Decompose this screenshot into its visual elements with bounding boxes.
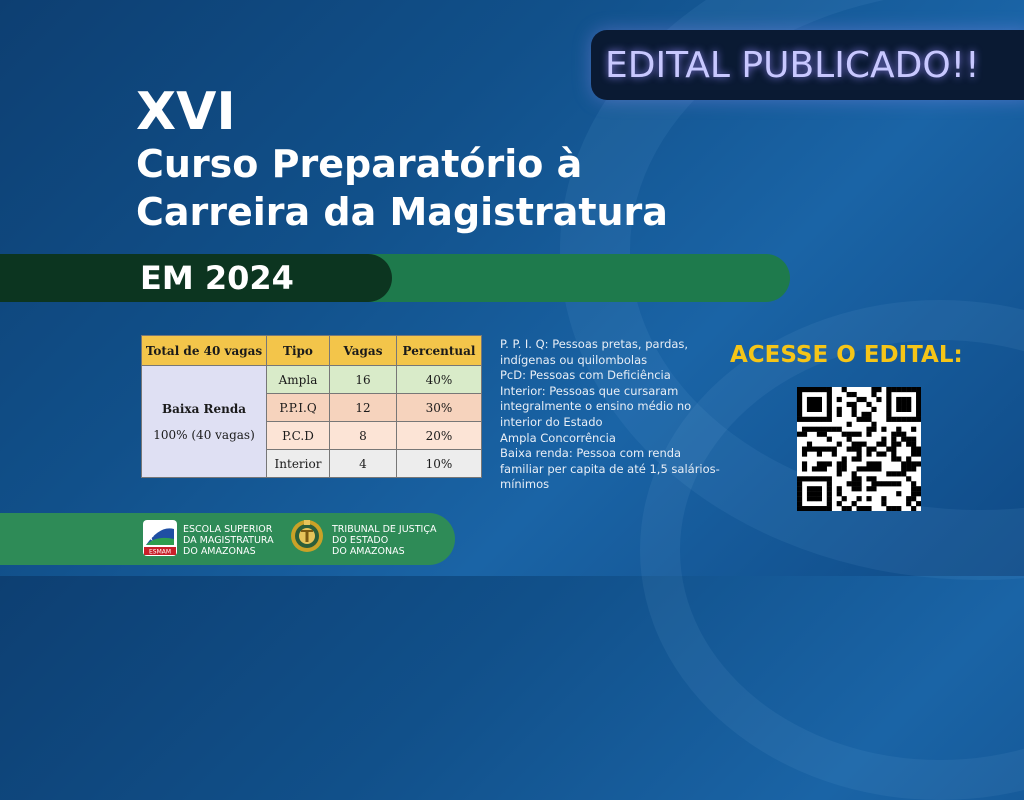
cell-tipo: P.P.I.Q [267,394,330,422]
vacancies-table [141,335,482,478]
year-text: EM 2024 [140,259,294,297]
header-total: Total de 40 vagas [142,336,267,366]
cell-vagas: 16 [330,366,397,394]
cell-vagas: 4 [330,450,397,478]
legend-item: Ampla Concorrência [500,430,616,445]
cell-vagas: 8 [330,422,397,450]
header-percentual: Percentual [397,336,482,366]
legend-item: Interior: Pessoas que cursaram integralmente o ensino médio no interior do Estado [500,383,692,429]
title-line-2: Carreira da Magistratura [136,190,668,234]
header-vagas: Vagas [330,336,397,366]
tjam-crest-logo [289,516,325,556]
cell-vagas: 12 [330,394,397,422]
legend [500,337,725,493]
cell-percentual: 20% [397,422,482,450]
group-cell [142,366,267,478]
tjam-name [332,524,436,557]
esmam-name-line: DA MAGISTRATURA [183,535,274,546]
group-detail: 100% (40 vagas) [153,427,255,442]
cell-tipo: Ampla [267,366,330,394]
qr-code-icon[interactable] [797,387,921,511]
esmam-name-line: DO AMAZONAS [183,546,256,557]
cell-tipo: Interior [267,450,330,478]
edital-publicado-badge [591,30,1024,100]
tjam-name-line: TRIBUNAL DE JUSTIÇA [332,524,437,535]
title-roman-numeral: XVI [136,82,236,142]
group-label: Baixa Renda [161,401,247,416]
cell-percentual: 10% [397,450,482,478]
legend-item: PcD: Pessoas com Deficiência [500,368,671,383]
table-row [142,366,482,394]
access-edital-label: ACESSE O EDITAL: [730,342,963,368]
tjam-name-line: DO ESTADO [332,535,389,546]
tjam-name-line: DO AMAZONAS [332,546,405,557]
esmam-logo-text: ESMAM [148,548,172,556]
badge-text: EDITAL PUBLICADO!! [605,44,980,86]
cell-percentual: 40% [397,366,482,394]
esmam-name [183,524,274,557]
esmam-logo [142,519,178,557]
legend-item: P. P. I. Q: Pessoas pretas, pardas, indígenas ou quilombolas [500,337,689,367]
table-header-row [142,336,482,366]
cell-tipo: P.C.D [267,422,330,450]
esmam-name-line: ESCOLA SUPERIOR [183,524,273,535]
year-banner [0,254,392,302]
header-tipo: Tipo [267,336,330,366]
cell-percentual: 30% [397,394,482,422]
title-line-1: Curso Preparatório à [136,142,583,186]
legend-item: Baixa renda: Pessoa com renda familiar per capita de até 1,5 salários-mínimos [500,446,720,492]
